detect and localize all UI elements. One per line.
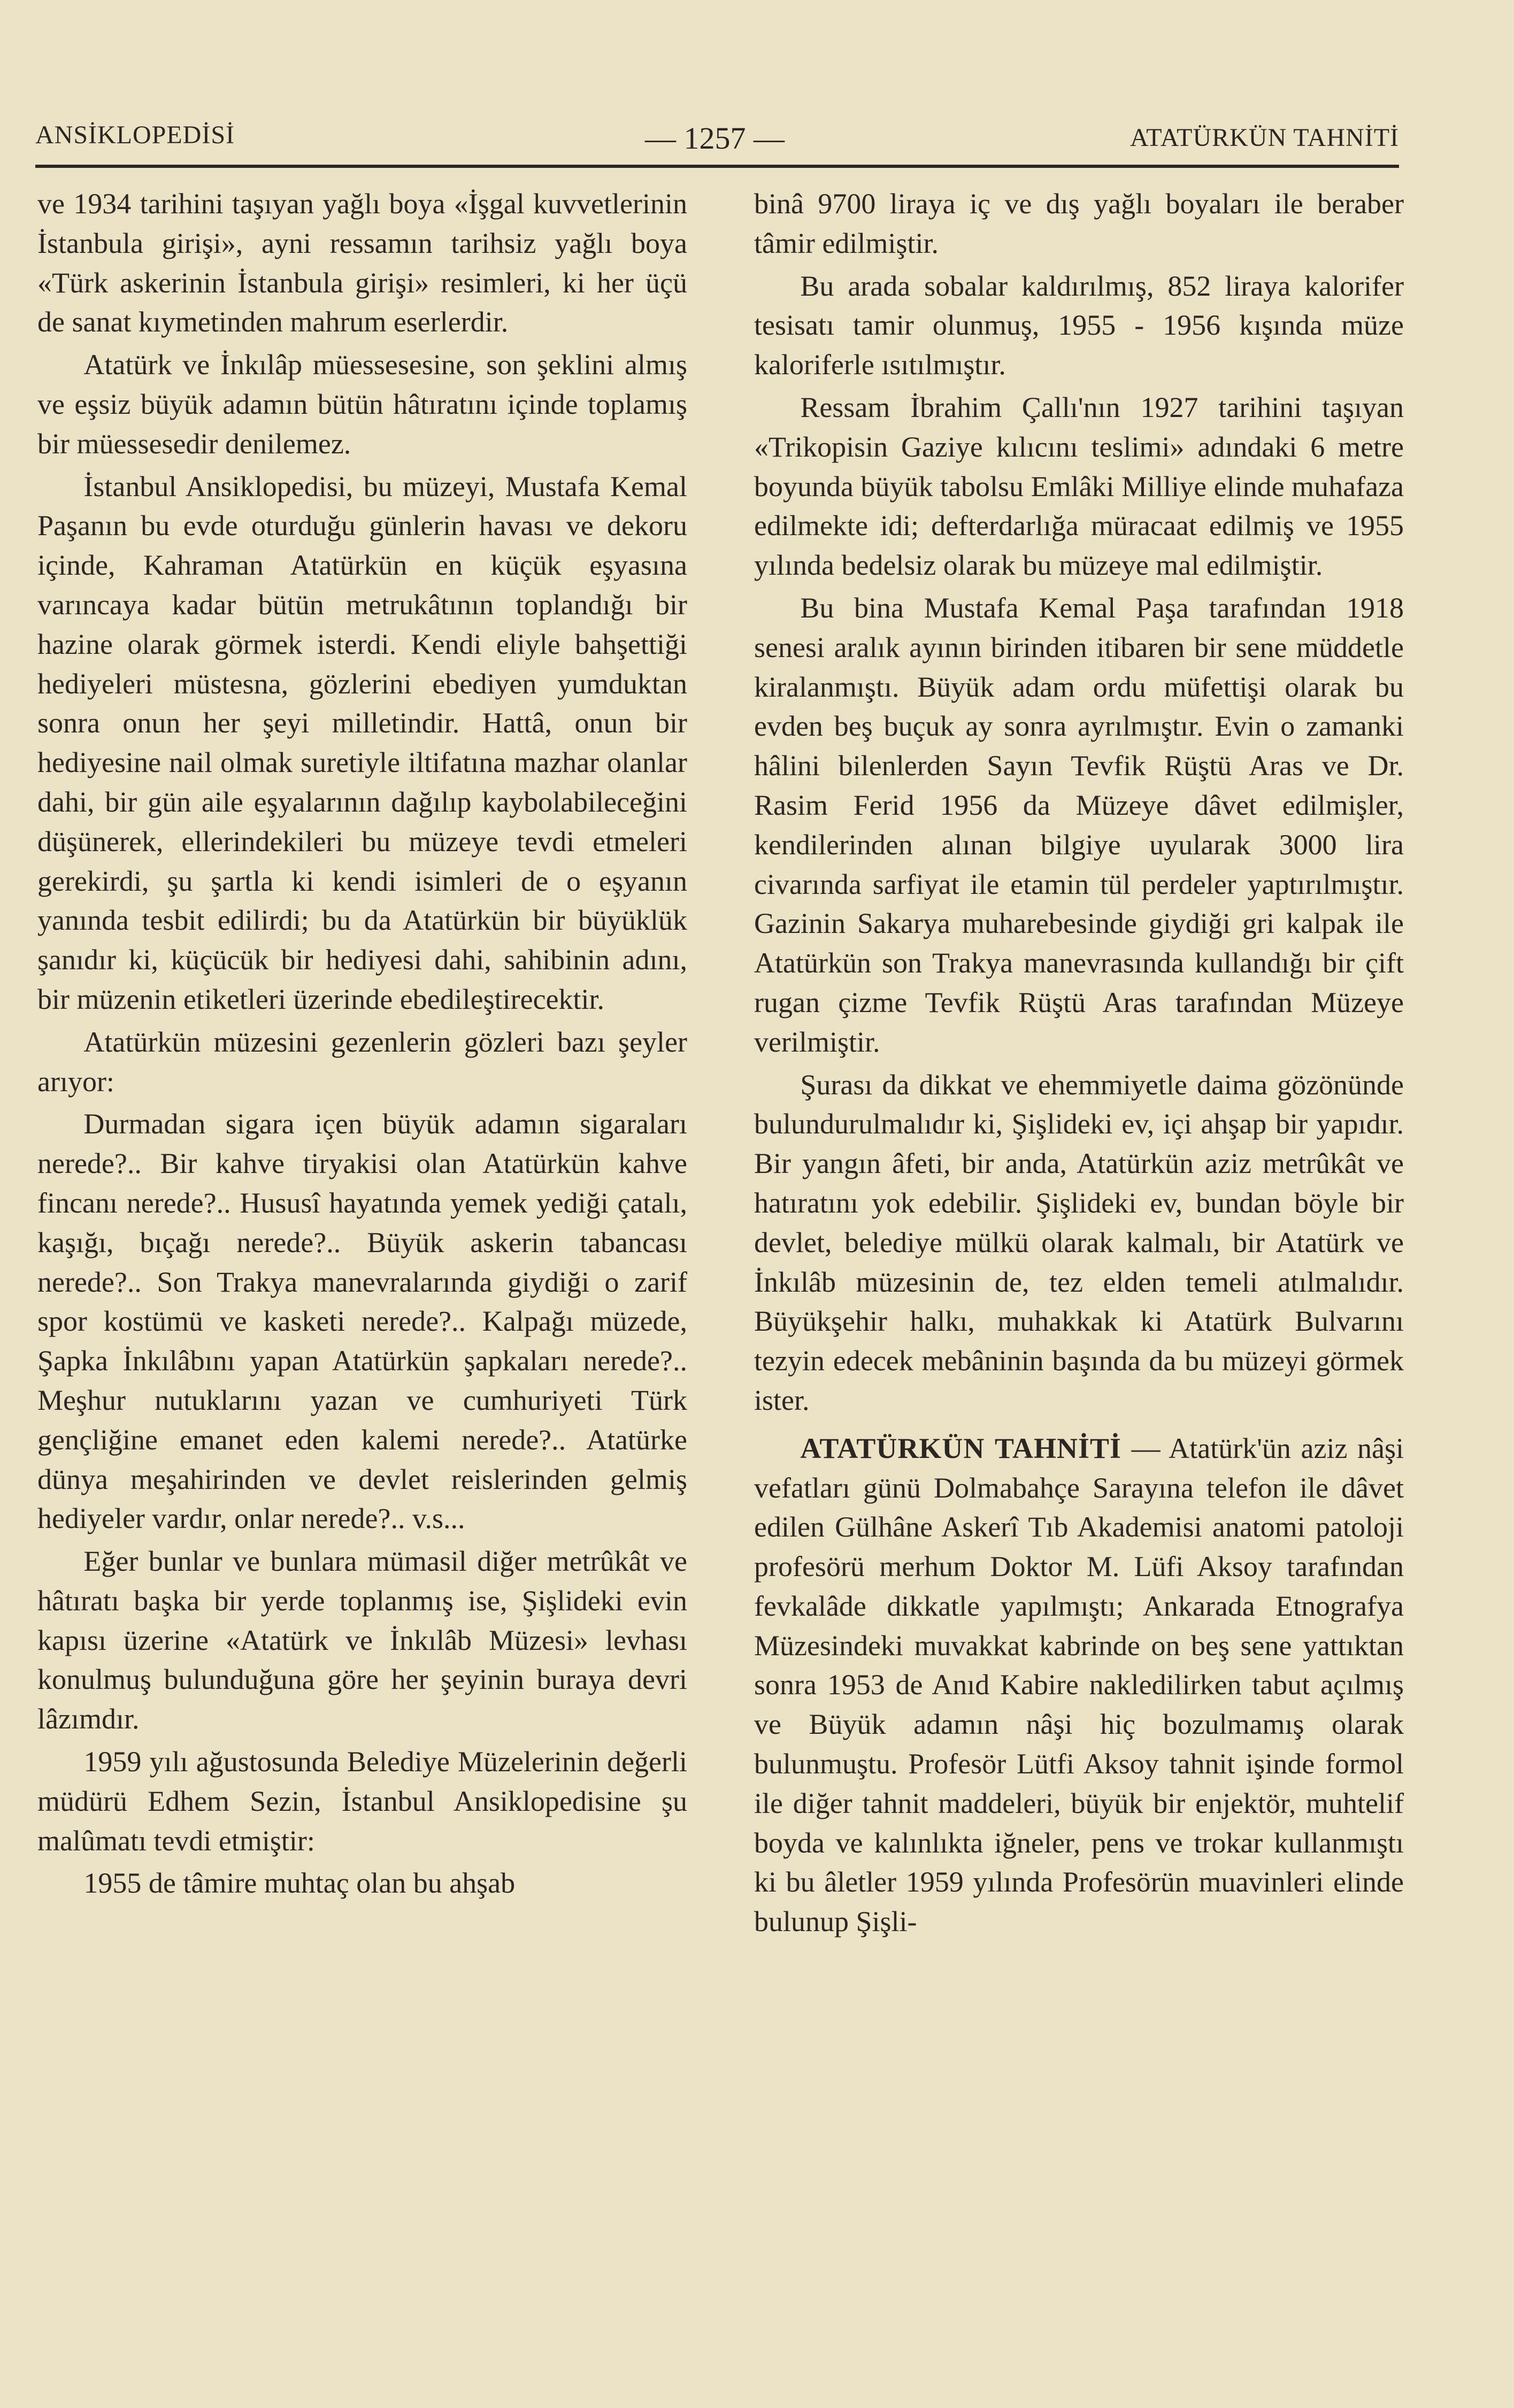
paragraph: Bu arada sobalar kaldırılmış, 852 liraya kalorifer tesisatı tamir olunmuş, 1955 - 1956 kışında müze kaloriferle ısıtılmıştır.: [754, 269, 1404, 381]
right-column: [754, 184, 1404, 1945]
header-rule: [35, 165, 1399, 168]
paragraph: binâ 9700 liraya iç ve dış yağlı boyaları ile beraber tâmir edilmiştir.: [754, 188, 1404, 259]
page-header: [35, 110, 1399, 163]
paragraph: Bu bina Mustafa Kemal Paşa tarafından 1918 senesi aralık ayının birinden itibaren bir sene müddetle kiralanmıştı. Büyük adam ordu müfettişi olarak bu evden beş buçuk ay sonra ayrılmıştır. Evin o zamanki hâlini bilenlerden Sayın Tevfik Rüştü Aras ve Dr. Rasim Ferid 1956 da Müzeye dâvet edilmişler, kendilerinden alınan bilgiye uyularak 3000 lira civarında sarfiyat ile etamin tül perdeler yaptırılmıştır. Gazinin Sakarya muharebesinde giydiği gri kalpak ile Atatürkün son Trakya manevrasında kullandığı bir çift rugan çizme Tevfik Rüştü Aras tarafından Müzeye verilmiştir.: [754, 591, 1404, 1058]
paragraph: Şurası da dikkat ve ehemmiyetle daima gözönünde bulundurulmalıdır ki, Şişlideki ev, içi ahşap bir yapıdır. Bir yangın âfeti, bir anda, Atatürkün aziz metrûkât ve hatıratını yok edebilir. Şişlideki ev, bundan böyle bir devlet, belediye mülkü olarak kalmalı, bir Atatürk ve İnkılâb müzesinin de, tez elden temeli atılmalıdır. Büyükşehir halkı, muhakkak ki Atatürk Bulvarını tezyin edecek mebâninin başında da bu müzeyi görmek ister.: [754, 1068, 1404, 1416]
page-number: — 1257 —: [645, 121, 785, 156]
paragraph: Atatürkün müzesini gezenlerin gözleri bazı şeyler arıyor:: [37, 1025, 687, 1098]
paragraph: 1959 yılı ağustosunda Belediye Müzelerinin değerli müdürü Edhem Sezin, İstanbul Ansiklopedisine şu malûmatı tevdi etmiştir:: [37, 1746, 687, 1857]
running-head-left: ANSİKLOPEDİSİ: [35, 121, 235, 149]
section-paragraph: [754, 1429, 1404, 1942]
paragraph: Ressam İbrahim Çallı'nın 1927 tarihini taşıyan «Trikopisin Gaziye kılıcını teslimi» adındaki 6 metre boyunda büyük tabolsu Emlâki Milliye elinde muhafaza edilmekte idi; defterdarlığa müracaat edilmiş ve 1955 yılında bedelsiz olarak bu müzeye mal edilmiştir.: [754, 391, 1404, 582]
paragraph: ve 1934 tarihini taşıyan yağlı boya «İşgal kuvvetlerinin İstanbula girişi», ayni ressamın tarihsiz yağlı boya «Türk askerinin İstanbula girişi» resimleri, ki her üçü de sanat kıymetinden mahrum eserlerdir.: [37, 188, 687, 338]
paragraph: 1955 de tâmire muhtaç olan bu ahşab: [83, 1867, 516, 1900]
section-title: ATATÜRKÜN TAHNİTİ: [800, 1432, 1122, 1464]
running-head-right: ATATÜRKÜN TAHNİTİ: [1129, 124, 1399, 152]
section-text: — Atatürk'ün aziz nâşi vefatları günü Dolmabahçe Sarayına telefon ile dâvet edilen Gülhâne Askerî Tıb Akademisi anatomi patoloji profesörü merhum Doktor M. Lüfi Aksoy tarafından fevkalâde dikkatle yapılmıştı; Ankarada Etnografya Müzesindeki muvakkat kabrinde on beş sene yattıktan sonra 1953 de Anıd Kabire nakledilirken tabut açılmış ve Büyük adamın nâşi hiç bozulmamış olarak bulunmuştu. Profesör Lütfi Aksoy tahnit işinde formol ile diğer tahnit maddeleri, büyük bir enjektör, muhtelif boyda ve kalınlıkta iğneler, pens ve trokar kullanmıştı ki bu âletler 1959 yılında Profesörün muavinleri elinde bulunup Şişli-: [754, 1432, 1404, 1938]
paragraph: Atatürk ve İnkılâp müessesesine, son şeklini almış ve eşsiz büyük adamın bütün hâtıratını içinde toplamış bir müessesedir denilemez.: [37, 349, 687, 460]
paragraph: Durmadan sigara içen büyük adamın sigaraları nerede?.. Bir kahve tiryakisi olan Atatürkün kahve fincanı nerede?.. Hususî hayatında yemek yediği çatalı, kaşığı, bıçağı nerede?.. Büyük askerin tabancası nerede?.. Son Trakya manevralarında giydiği o zarif spor kostümü ve kasketi nerede?.. Kalpağı müzede, Şapka İnkılâbını yapan Atatürkün şapkaları nerede?.. Meşhur nutuklarını yazan ve cumhuriyeti Türk gençliğine emanet eden kalemi nerede?.. Atatürke dünya meşahirinden ve devlet reislerinden gelmiş hediyeler vardır, onlar nerede?.. v.s...: [37, 1108, 687, 1535]
paragraph: İstanbul Ansiklopedisi, bu müzeyi, Mustafa Kemal Paşanın bu evde oturduğu günlerin havası ve dekoru içinde, Kahraman Atatürkün en küçük eşyasına varıncaya kadar bütün metrukâtının toplandığı bir hazine olarak görmek isterdi. Kendi eliyle bahşettiği hediyeleri müstesna, gözlerini ebediyen yumduktan sonra onun her şeyi milletindir. Hattâ, onun bir hediyesine nail olmak suretiyle iltifatına mazhar olanlar dahi, bir gün aile eşyalarının dağılıp kaybolabileceğini düşünerek, ellerindekileri bu müzeye tevdi etmeleri gerekirdi, şu şartla ki kendi isimleri de o eşyanın yanında tesbit edilirdi; bu da Atatürkün bir büyüklük şanıdır ki, küçücük bir hediyesi dahi, sahibinin adını, bir müzenin etiketleri üzerinde ebedileştirecektir.: [37, 470, 687, 1015]
paragraph: Eğer bunlar ve bunlara mümasil diğer metrûkât ve hâtıratı başka bir yerde toplanmış ise, Şişlideki evin kapısı üzerine «Atatürk ve İnkılâb Müzesi» levhası konulmuş bulunduğuna göre her şeyinin buraya devri lâzımdır.: [37, 1545, 687, 1735]
left-column: [37, 184, 687, 1907]
